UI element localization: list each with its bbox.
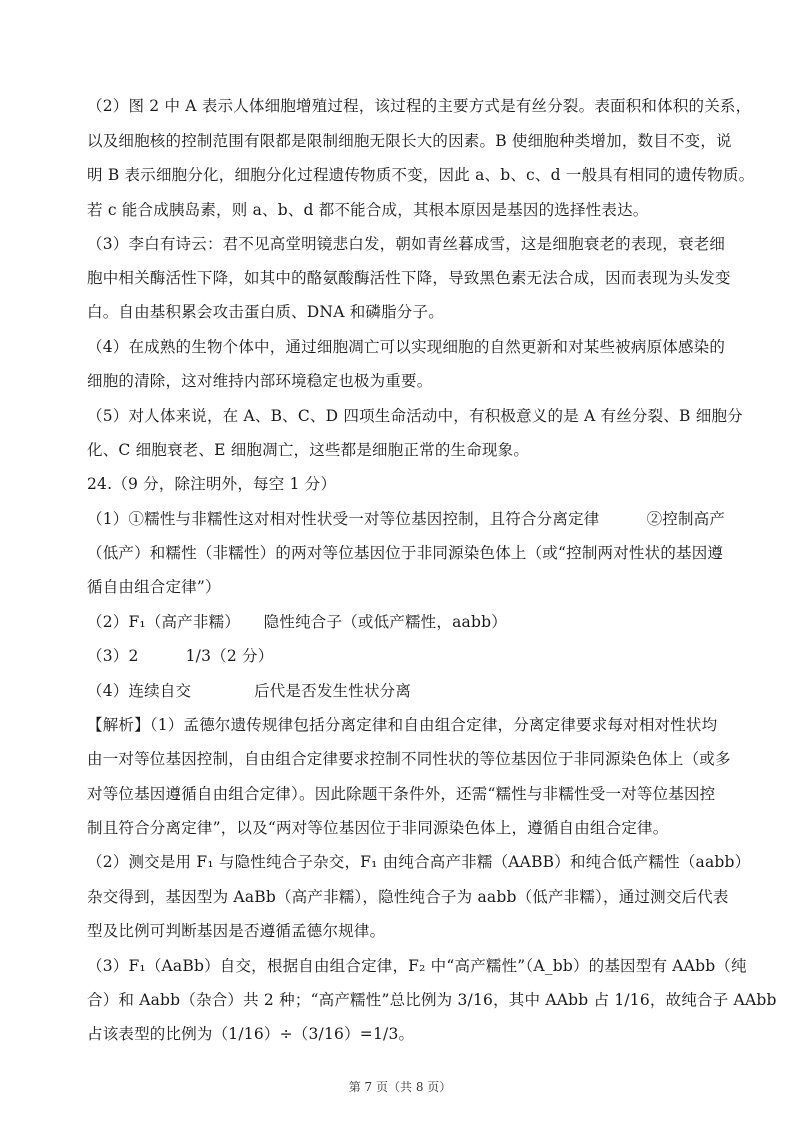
text-line: 白。自由基积累会攻击蛋白质、DNA 和磷脂分子。 [87,303,444,321]
text-line: 以及细胞核的控制范围有限都是限制细胞无限长大的因素。B 使细胞种类增加，数目不变，说 [87,132,732,150]
text-line: 明 B 表示细胞分化，细胞分化过程遗传物质不变，因此 a、b、c、d 一般具有相同的遗传物质。 [87,166,755,184]
answer-line: （4）连续自交 后代是否发生性状分离 [87,682,412,700]
analysis-line: 合）和 Aabb（杂合）共 2 种；“高产糯性”总比例为 3/16，其中 AAbb 占 1/16，故纯合子 AAbb [87,991,777,1009]
text-line: （4）在成熟的生物个体中，通过细胞凋亡可以实现细胞的自然更新和对某些被病原体感染的 [87,338,726,356]
text-line: （5）对人体来说，在 A、B、C、D 四项生命活动中，有积极意义的是 A 有丝分裂、B 细胞分 [87,407,743,425]
answer-line: （低产）和糯性（非糯性）的两对等位基因位于非同源染色体上（或“控制两对性状的基因遵 [87,544,724,562]
answer-line: 循自由组合定律”） [87,578,221,596]
answer-line: （2）F₁（高产非糯） 隐性纯合子（或低产糯性，aabb） [87,613,507,631]
answer-line: （1）①糯性与非糯性这对相对性状受一对等位基因控制，且符合分离定律 ②控制高产 [87,510,726,528]
page-number-footer: 第 7 页（共 8 页） [348,1080,452,1094]
text-line: 细胞的清除，这对维持内部环境稳定也极为重要。 [87,372,433,390]
text-line: （2）图 2 中 A 表示人体细胞增殖过程，该过程的主要方式是有丝分裂。表面积和体积的关系， [87,97,752,115]
analysis-line: 制且符合分离定律”，以及“两对等位基因位于非同源染色体上，遵循自由组合定律。 [87,819,669,837]
text-line: 化、C 细胞衰老、E 细胞凋亡，这些都是细胞正常的生命现象。 [87,441,530,459]
analysis-line: 由一对等位基因控制，自由组合定律要求控制不同性状的等位基因位于非同源染色体上（或多 [87,750,731,768]
text-line: 胞中相关酶活性下降，如其中的酪氨酸酶活性下降，导致黑色素无法合成，因而表现为头发变 [87,269,731,287]
question-heading: 24.（9 分，除注明外，每空 1 分） [87,475,337,493]
answer-line: （3）2 1/3（2 分） [87,647,274,665]
text-line: （3）李白有诗云：君不见高堂明镜悲白发，朝如青丝暮成雪，这是细胞衰老的表现，衰老细 [87,235,726,253]
analysis-line: 【解析】（1）孟德尔遗传规律包括分离定律和自由组合定律，分离定律要求每对相对性状均 [87,716,718,734]
analysis-line: （2）测交是用 F₁ 与隐性纯合子杂交，F₁ 由纯合高产非糯（AABB）和纯合低产糯性（aabb） [87,853,751,871]
text-line: 若 c 能合成胰岛素，则 a、b、d 都不能合成，其根本原因是基因的选择性表达。 [87,201,649,219]
analysis-line: （3）F₁（AaBb）自交，根据自由组合定律，F₂ 中“高产糯性”（A_bb）的基因型有 AAbb（纯 [87,957,747,975]
analysis-line: 杂交得到，基因型为 AaBb（高产非糯），隐性纯合子为 aabb（低产非糯），通过测交后代表 [87,888,729,906]
analysis-line: 型及比例可判断基因是否遵循孟德尔规律。 [87,922,386,940]
analysis-line: 对等位基因遵循自由组合定律）。因此除题干条件外，还需“糯性与非糯性受一对等位基因控 [87,785,716,803]
analysis-line: 占该表型的比例为（1/16）÷（3/16）=1/3。 [87,1025,415,1043]
